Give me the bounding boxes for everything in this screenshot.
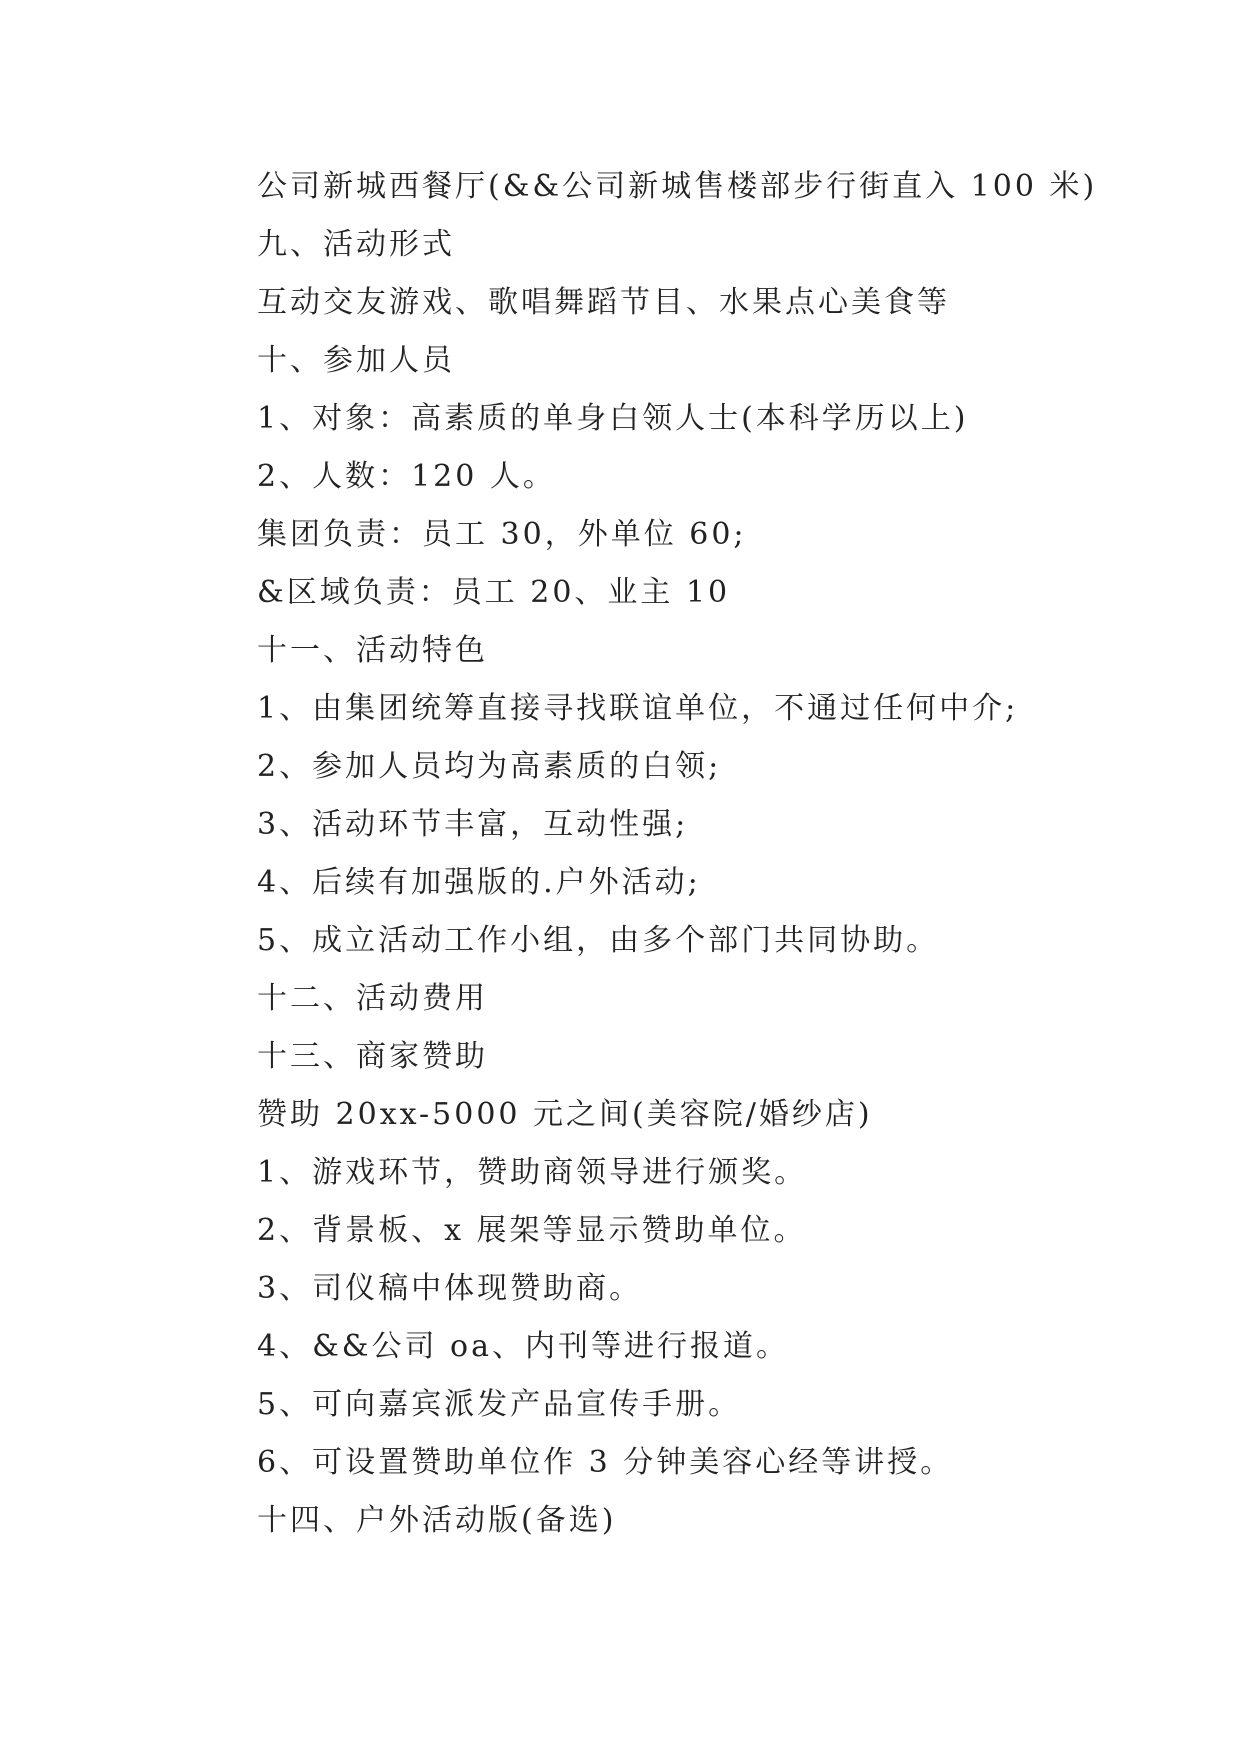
list-item: 1、由集团统筹直接寻找联谊单位，不通过任何中介;: [257, 691, 1019, 726]
list-item: 2、人数：120 人。: [257, 459, 556, 494]
list-item: 2、参加人员均为高素质的白领;: [257, 749, 722, 784]
list-item: 3、司仪稿中体现赞助商。: [257, 1271, 643, 1306]
list-item: 5、成立活动工作小组，由多个部门共同协助。: [257, 923, 940, 958]
list-item: 5、可向嘉宾派发产品宣传手册。: [257, 1387, 742, 1422]
list-item: 4、后续有加强版的.户外活动;: [257, 865, 701, 900]
list-item: 6、可设置赞助单位作 3 分钟美容心经等讲授。: [257, 1445, 954, 1480]
document-body: [257, 158, 1157, 1550]
section-heading: 十三、商家赞助: [257, 1039, 488, 1074]
section-heading: 十、参加人员: [257, 343, 455, 378]
text-line: &区域负责：员工 20、业主 10: [257, 575, 731, 610]
list-item: 4、&&公司 oa、内刊等进行报道。: [257, 1329, 789, 1364]
list-item: 3、活动环节丰富，互动性强;: [257, 807, 689, 842]
section-heading: 九、活动形式: [257, 227, 455, 262]
list-item: 2、背景板、x 展架等显示赞助单位。: [257, 1213, 807, 1248]
section-heading: 十二、活动费用: [257, 981, 488, 1016]
list-item: 1、对象：高素质的单身白领人士(本科学历以上): [257, 401, 969, 436]
section-heading: 十一、活动特色: [257, 633, 488, 668]
text-line: 赞助 20xx-5000 元之间(美容院/婚纱店): [257, 1097, 873, 1132]
section-heading: 十四、户外活动版(备选): [257, 1503, 617, 1538]
text-line: 集团负责：员工 30，外单位 60;: [257, 517, 747, 552]
list-item: 1、游戏环节，赞助商领导进行颁奖。: [257, 1155, 808, 1190]
text-line: 互动交友游戏、歌唱舞蹈节目、水果点心美食等: [257, 285, 950, 320]
text-line: 公司新城西餐厅(&&公司新城售楼部步行街直入 100 米): [257, 169, 1098, 204]
